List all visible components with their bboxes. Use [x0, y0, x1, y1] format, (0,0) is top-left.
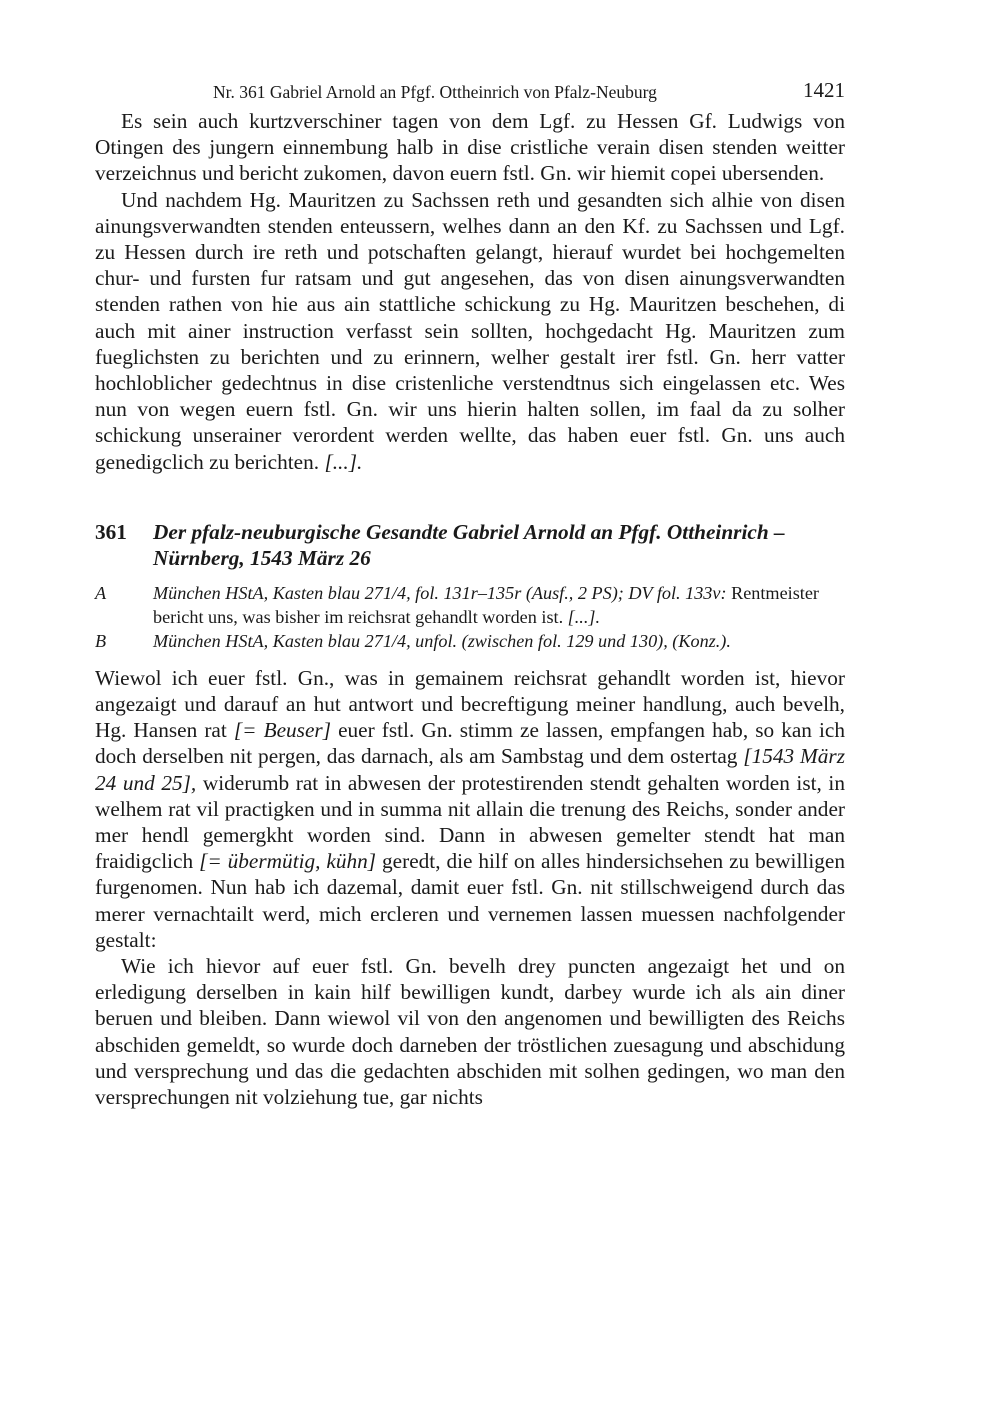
running-head: [95, 78, 845, 108]
paragraph: Wiewol ich euer fstl. Gn., was in gemainem reichsrat gehandlt worden ist, hievor angezaigt und darauf an hut antwort und becreftigung meiner handlung, auch bevelh, Hg. Hansen rat [= Beuser] euer fstl. Gn. stimm ze lassen, empfangen hab, so kan ich doch derselben nit pergen, das darnach, als am Sambstag und dem ostertag [1543 März 24 und 25], widerumb rat in abwesen der protestirenden stendt gehalten worden ist, in welhem rat vil practigken und in summa nit allain die trenung des Reichs, sonder ander mer hendl gemergkht worden sind. Dann in abwesen gemelter stendt hat man fraidigclich [= übermütig, kühn] geredt, die hilf on alles hindersichsehen zu bewilligen furgenomen. Nun hab ich dazemal, damit euer fstl. Gn. nit stillschweigend durch das merer vernachtailt werd, mich ercleren und vernemen lassen muessen nachfolgender gestalt:: [95, 665, 846, 952]
source-description: München HStA, Kasten blau 271/4, fol. 131r–135r (Ausf., 2 PS); DV fol. 133v:: [153, 582, 727, 603]
paragraph-text: Und nachdem Hg. Mauritzen zu Sachssen reth und gesandten sich alhie von disen ainungsverwandten stenden enteussern, welhes dann an den Kf. zu Sachssen und Lgf. zu Hessen durch ire reth und potschaften gelangt, hierauf wurdet bei hochgemelten chur- und fursten fur ratsam und gut angesehen, das von disen ainungsverwandten stenden rathen von hie aus ain stattliche schickung zu Hg. Mauritzen beschehen, di auch mit ainer instruction verfasst sein sollten, hochgedacht Hg. Mauritzen zum fueglichsten zu berichten und zu erinnern, welher gestalt irer fstl. Gn. herr vatter hochloblicher gedechtnus in dise cristenliche verstendtnus sich eingelassen etc. Wes nun von wegen euern fstl. Gn. wir uns hierin halten sollen, im faal da zu solher schickung unserainer verordent werden wellte, das haben euer fstl. Gn. uns auch genedigclich zu berichten.: [95, 187, 845, 474]
editorial-note: [= übermütig, kühn]: [199, 849, 377, 874]
dorsal-note: Rentmeister bericht uns, was bisher im reichsrat gehandlt worden ist.: [153, 582, 819, 627]
section-number: 361: [95, 519, 127, 544]
editorial-note: [1543 März 24 und 25],: [95, 744, 846, 795]
page-number: 1421: [803, 78, 845, 102]
paragraph: Wie ich hievor auf euer fstl. Gn. bevelh drey puncten angezaigt het und on erledigung derselben in kain hilf bewilligen kundt, darbey wurde ich als ain diner beruen und bleiben. Dann wiewol vil von den angenomen und bewilligten des Reichs abschiden gemeldt, so wurde doch darneben der tröstlichen zuesagung und abschidung und versprechung und das die gedachten abschiden mit solhen gedingen, wo man den versprechungen nit volziehung tue, gar nichts: [95, 954, 845, 1110]
source-sigil: A: [95, 582, 107, 603]
document-page: [95, 78, 845, 1110]
section-heading: [95, 519, 845, 571]
omission-mark: [...].: [324, 449, 363, 474]
running-head-title: Nr. 361 Gabriel Arnold an Pfgf. Ottheinrich von Pfalz-Neuburg: [213, 82, 657, 102]
source-entry: [95, 581, 845, 629]
editorial-note: [= Beuser]: [233, 718, 331, 743]
source-sigil: B: [95, 630, 107, 651]
omission-mark: [...].: [567, 606, 601, 627]
paragraph: Es sein auch kurtzverschiner tagen von dem Lgf. zu Hessen Gf. Ludwigs von Otingen des jungern einnembung halb in dise cristliche verain disen stenden weitter verzeichnus und bericht zukomen, davon euern fstl. Gn. wir hiemit copei ubersenden.: [95, 109, 845, 186]
source-list: [95, 581, 845, 653]
section-title: Der pfalz-neuburgische Gesandte Gabriel Arnold an Pfgf. Ottheinrich – Nürnberg, 1543 März 26: [153, 519, 785, 570]
source-description: München HStA, Kasten blau 271/4, unfol. (zwischen fol. 129 und 130), (Konz.).: [153, 630, 731, 651]
paragraph: [95, 187, 845, 475]
source-entry: [95, 629, 845, 653]
